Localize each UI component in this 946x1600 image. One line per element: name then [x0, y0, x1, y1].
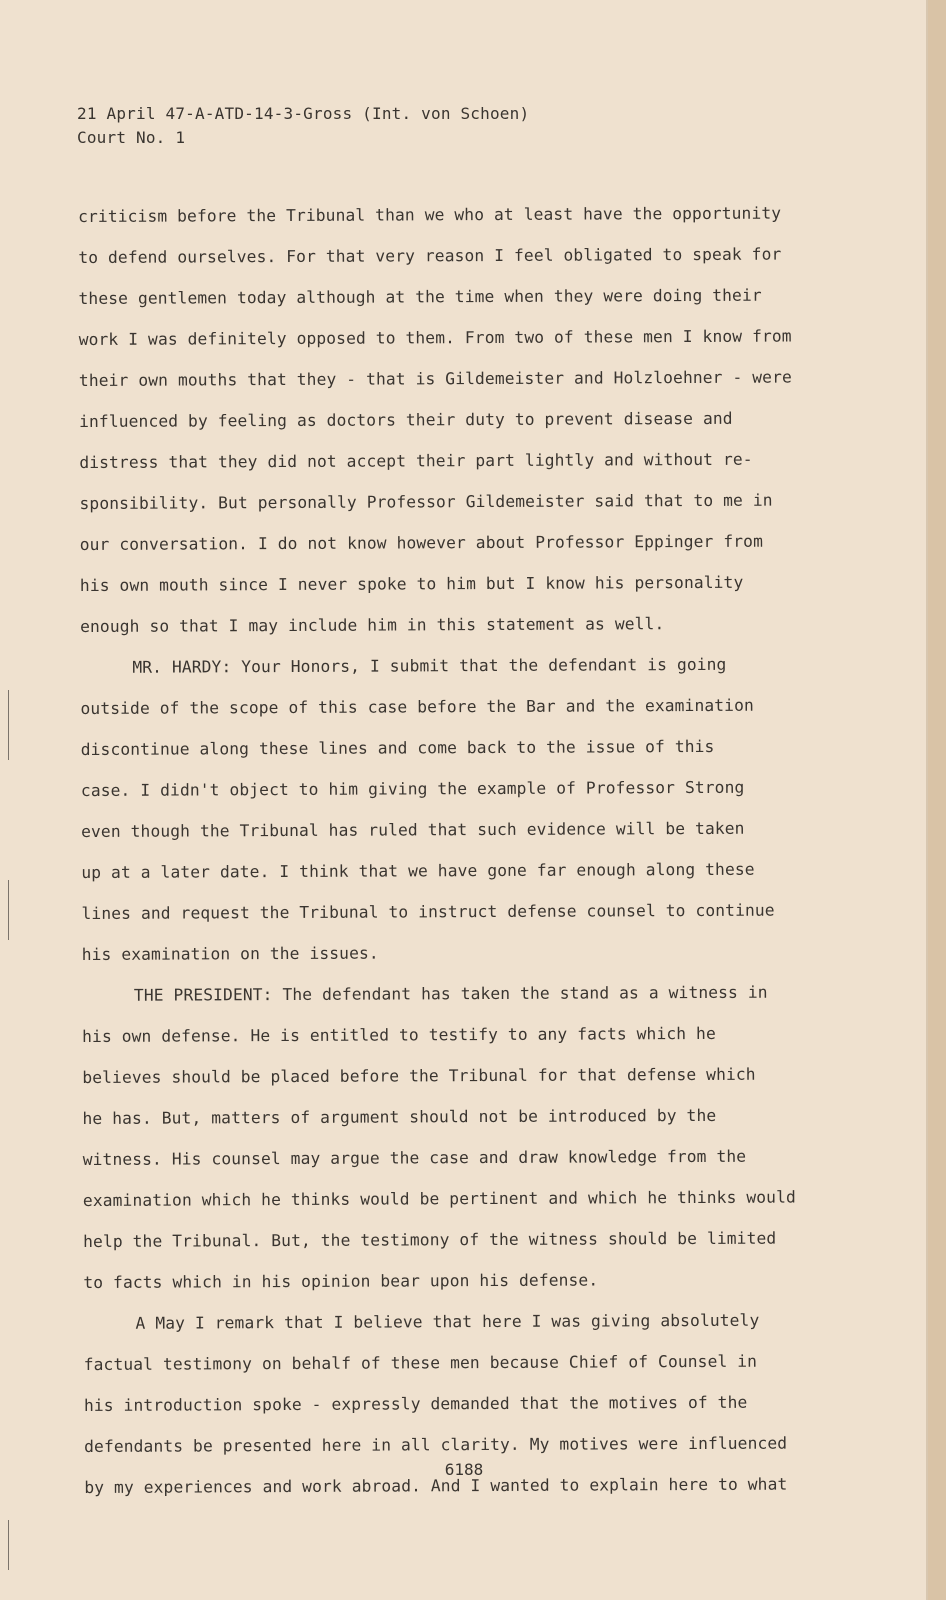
transcript-line: discontinue along these lines and come back to the issue of this [80, 736, 715, 759]
transcript-line: examination which he thinks would be pertinent and which he thinks would [82, 1187, 796, 1210]
header-case-reference: 21 April 47-A-ATD-14-3-Gross (Int. von Schoen) [77, 104, 530, 123]
transcript-line: case. I didn't object to him giving the example of Professor Strong [80, 777, 745, 800]
transcript-line: his examination on the issues. [81, 943, 379, 964]
transcript-line: his own defense. He is entitled to testify to any facts which he [82, 1023, 716, 1046]
header-court-number: Court No. 1 [77, 128, 186, 147]
transcript-line: witness. His counsel may argue the case and draw knowledge from the [82, 1146, 747, 1169]
transcript-line: distress that they did not accept their part lightly and without re- [79, 449, 753, 472]
transcript-line: believes should be placed before the Tribunal for that defense which [82, 1064, 756, 1087]
margin-pencil-mark [8, 880, 9, 940]
transcript-line: lines and request the Tribunal to instruct defense counsel to continue [81, 900, 775, 923]
transcript-line: even though the Tribunal has ruled that such evidence will be taken [81, 818, 745, 841]
transcript-line: these gentlemen today although at the time when they were doing their [78, 285, 762, 308]
transcript-line: A May I remark that I believe that here I was giving absolutely [135, 1310, 760, 1333]
page-number: 6188 [444, 1460, 484, 1479]
transcript-line: his own mouth since I never spoke to him but I know his personality [79, 572, 744, 595]
transcript-line: influenced by feeling as doctors their duty to prevent disease and [79, 408, 733, 431]
transcript-line: he has. But, matters of argument should not be introduced by the [82, 1105, 717, 1128]
transcript-line: by my experiences and work abroad. And I wanted to explain here to what [84, 1474, 788, 1497]
transcript-line: our conversation. I do not know however about Professor Eppinger from [79, 531, 763, 554]
transcript-line: MR. HARDY: Your Honors, I submit that the defendant is going [132, 654, 727, 677]
transcript-line: factual testimony on behalf of these men because Chief of Counsel in [83, 1351, 758, 1374]
transcript-line: to defend ourselves. For that very reason I feel obligated to speak for [78, 244, 782, 267]
transcript-line: sponsibility. But personally Professor Gildemeister said that to me in [79, 490, 773, 513]
transcript-body [78, 192, 819, 1508]
transcript-line: up at a later date. I think that we have gone far enough along these [81, 859, 755, 882]
document-header [77, 102, 529, 150]
margin-pencil-mark [8, 1520, 9, 1570]
transcript-line: work I was definitely opposed to them. From two of these men I know from [78, 326, 792, 349]
transcript-line: help the Tribunal. But, the testimony of the witness should be limited [83, 1228, 777, 1251]
transcript-line: their own mouths that they - that is Gildemeister and Holzloehner - were [78, 367, 792, 390]
transcript-line: enough so that I may include him in this statement as well. [80, 614, 665, 636]
transcript-line: defendants be presented here in all clarity. My motives were influenced [84, 1433, 788, 1456]
transcript-line: criticism before the Tribunal than we who at least have the opportunity [78, 203, 782, 226]
transcript-line: to facts which in his opinion bear upon his defense. [83, 1270, 599, 1292]
transcript-line: outside of the scope of this case before the Bar and the examination [80, 695, 754, 718]
transcript-line: his introduction spoke - expressly demanded that the motives of the [83, 1392, 748, 1415]
margin-pencil-mark [8, 690, 9, 760]
transcript-line: THE PRESIDENT: The defendant has taken the stand as a witness in [133, 982, 768, 1005]
